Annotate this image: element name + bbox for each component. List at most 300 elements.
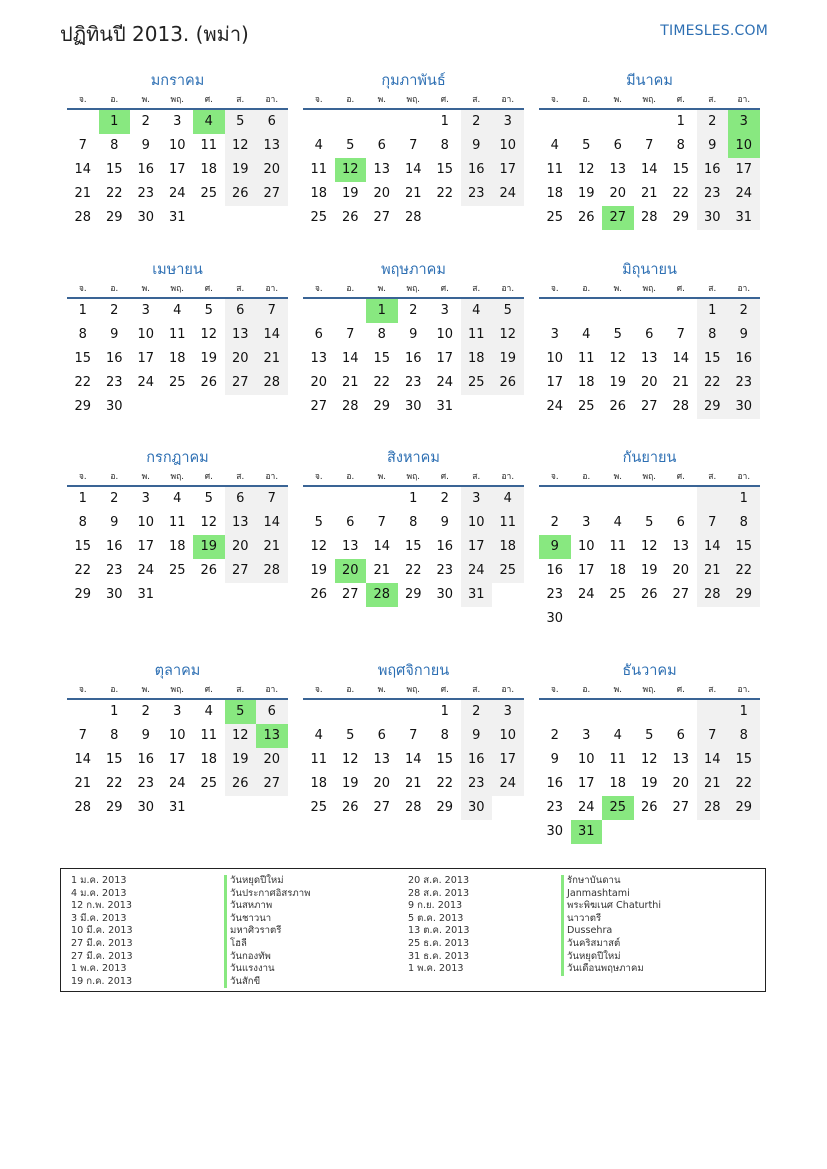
day-cell: 19 [225,158,257,182]
day-cell: 21 [74,186,92,201]
legend-names-1 [224,875,310,988]
day-cell: 10 [728,134,760,158]
day-cell: 17 [168,752,186,767]
empty-cell [398,700,430,724]
day-cell: 13 [672,752,690,767]
day-cell: 19 [492,347,524,371]
day-cell: 8 [78,327,87,342]
day-cell: 6 [256,700,288,724]
legend-date: 3 มี.ค. 2013 [71,912,127,924]
day-cell: 2 [110,491,119,506]
day-cell: 6 [377,138,386,153]
day-cell: 5 [645,515,654,530]
month-calendar [539,70,760,230]
weekday-label: อา. [501,95,515,105]
legend-holiday-name: วันกองทัพ [224,951,310,964]
day-cell: 8 [728,724,760,748]
day-cell: 6 [613,138,622,153]
weekday-label: จ. [550,284,559,294]
day-cell: 1 [440,114,449,129]
weekday-label: อ. [582,472,591,482]
legend-holiday-name: Dussehra [561,925,661,938]
legend-holiday-name: วันสักขี [224,976,310,989]
weekday-label: พฤ. [170,472,184,482]
day-cell: 19 [609,375,627,390]
day-cell: 12 [200,327,218,342]
day-cell: 29 [697,395,729,419]
day-cell: 12 [335,158,367,182]
weekday-label: ส. [472,95,481,105]
weekday-label: พฤ. [170,284,184,294]
day-cell: 23 [105,375,123,390]
day-grid [539,110,760,230]
weekday-label: จ. [550,95,559,105]
legend-date: 28 ส.ค. 2013 [408,887,470,899]
day-cell: 8 [697,323,729,347]
weekday-label: อา. [265,685,279,695]
day-cell: 27 [373,210,391,225]
day-cell: 26 [609,399,627,414]
day-cell: 15 [373,351,391,366]
legend-holiday-name: วันประกาศอิสรภาพ [224,888,310,901]
day-cell: 19 [577,186,595,201]
day-cell: 26 [225,182,257,206]
day-cell: 8 [409,515,418,530]
day-cell: 18 [200,752,218,767]
day-cell: 28 [672,399,690,414]
weekday-label: จ. [550,472,559,482]
day-cell: 20 [256,748,288,772]
weekday-label: ศ. [440,685,449,695]
legend-holiday-name: วันเดือนพฤษภาคม [561,963,661,976]
day-cell: 7 [78,138,87,153]
weekday-label: ส. [236,472,245,482]
day-cell: 17 [492,748,524,772]
day-cell: 9 [409,327,418,342]
day-cell: 6 [645,327,654,342]
day-cell: 24 [168,186,186,201]
day-cell: 16 [728,347,760,371]
day-cell: 17 [728,158,760,182]
day-cell: 14 [256,511,288,535]
day-cell: 23 [546,587,564,602]
empty-cell [571,487,603,511]
day-cell: 23 [546,800,564,815]
day-cell: 10 [436,327,454,342]
month-calendar [539,447,760,631]
day-cell: 31 [461,583,493,607]
day-cell: 14 [74,752,92,767]
day-cell: 11 [168,515,186,530]
day-cell: 9 [110,327,119,342]
day-cell: 3 [582,515,591,530]
day-cell: 27 [256,182,288,206]
day-cell: 2 [141,114,150,129]
day-cell: 18 [200,162,218,177]
day-cell: 28 [404,210,422,225]
day-cell: 1 [676,114,685,129]
weekday-label: ส. [472,472,481,482]
day-cell: 12 [225,134,257,158]
legend-holiday-name: พระพิฆเนศ Chaturthi [561,900,661,913]
day-cell: 24 [137,375,155,390]
day-cell: 27 [256,772,288,796]
legend-names-2 [561,875,661,976]
day-cell: 23 [436,563,454,578]
day-cell: 8 [377,327,386,342]
day-cell: 4 [582,327,591,342]
day-cell: 1 [99,110,131,134]
day-cell: 17 [436,351,454,366]
day-cell: 2 [461,110,493,134]
day-cell: 24 [577,800,595,815]
weekday-label: อา. [737,472,751,482]
day-cell: 3 [141,491,150,506]
weekday-header [539,682,760,700]
day-cell: 4 [613,728,622,743]
day-cell: 5 [582,138,591,153]
day-cell: 31 [728,206,760,230]
day-cell: 22 [404,563,422,578]
day-cell: 11 [609,752,627,767]
day-cell: 28 [74,800,92,815]
day-cell: 10 [577,752,595,767]
day-cell: 25 [310,800,328,815]
day-cell: 21 [640,186,658,201]
day-grid [539,487,760,631]
day-cell: 25 [609,587,627,602]
day-cell: 2 [440,491,449,506]
day-cell: 11 [577,351,595,366]
day-cell: 1 [78,491,87,506]
day-cell: 18 [609,776,627,791]
legend-date: 31 ธ.ค. 2013 [408,950,470,962]
weekday-header [67,682,288,700]
day-cell: 12 [577,162,595,177]
month-calendar [67,259,288,419]
weekday-label: พฤ. [642,284,656,294]
legend-date: 12 ก.พ. 2013 [71,900,132,912]
day-cell: 28 [341,399,359,414]
day-cell: 30 [546,824,564,839]
day-grid [303,700,524,820]
day-cell: 21 [672,375,690,390]
legend-holiday-name: Janmashtami [561,888,661,901]
day-cell: 25 [602,796,634,820]
legend-date: 20 ส.ค. 2013 [408,875,470,886]
day-cell: 9 [461,724,493,748]
legend-holiday-name: วันคริสมาสต์ [561,938,661,951]
day-cell: 14 [373,539,391,554]
day-cell: 27 [341,587,359,602]
month-name: กรกฎาคม [146,450,209,466]
day-cell: 29 [74,399,92,414]
day-cell: 20 [373,776,391,791]
day-cell: 9 [141,138,150,153]
day-cell: 9 [697,134,729,158]
day-cell: 12 [225,724,257,748]
day-cell: 10 [137,515,155,530]
day-cell: 16 [105,351,123,366]
day-cell: 1 [697,299,729,323]
month-calendar [67,660,288,820]
weekday-label: ส. [472,685,481,695]
legend-dates-1 [71,875,133,988]
day-cell: 5 [613,327,622,342]
empty-cell [539,487,571,511]
day-cell: 13 [373,162,391,177]
weekday-label: พ. [613,472,622,482]
day-cell: 22 [672,186,690,201]
day-cell: 29 [105,210,123,225]
day-cell: 25 [200,776,218,791]
empty-cell [602,110,634,134]
day-cell: 10 [546,351,564,366]
empty-cell [697,700,729,724]
day-cell: 19 [193,535,225,559]
weekday-label: อ. [582,284,591,294]
day-cell: 3 [582,728,591,743]
weekday-label: จ. [314,685,323,695]
day-cell: 31 [168,800,186,815]
day-cell: 25 [546,210,564,225]
day-cell: 29 [728,583,760,607]
day-cell: 25 [492,559,524,583]
legend-date: 13 ต.ค. 2013 [408,925,470,937]
day-cell: 11 [461,323,493,347]
day-cell: 22 [436,776,454,791]
day-cell: 14 [404,752,422,767]
empty-cell [539,700,571,724]
day-cell: 9 [440,515,449,530]
day-cell: 16 [137,162,155,177]
day-cell: 1 [110,704,119,719]
day-cell: 11 [546,162,564,177]
weekday-label: พฤ. [406,284,420,294]
day-cell: 1 [440,704,449,719]
day-cell: 26 [577,210,595,225]
empty-cell [335,487,367,511]
day-cell: 12 [492,323,524,347]
day-cell: 20 [640,375,658,390]
day-cell: 25 [310,210,328,225]
day-cell: 13 [373,752,391,767]
day-cell: 3 [141,303,150,318]
day-cell: 15 [436,752,454,767]
weekday-label: พ. [377,284,386,294]
day-cell: 28 [697,583,729,607]
weekday-label: อ. [110,472,119,482]
day-cell: 9 [461,134,493,158]
day-cell: 23 [697,182,729,206]
day-cell: 7 [409,138,418,153]
day-cell: 20 [335,559,367,583]
empty-cell [571,299,603,323]
day-grid [539,299,760,419]
day-cell: 21 [697,772,729,796]
day-cell: 22 [74,563,92,578]
day-cell: 12 [609,351,627,366]
day-cell: 8 [440,138,449,153]
day-cell: 13 [225,511,257,535]
empty-cell [634,110,666,134]
weekday-label: พ. [141,472,150,482]
weekday-label: พฤ. [406,472,420,482]
day-cell: 18 [461,347,493,371]
day-cell: 16 [697,158,729,182]
weekday-label: ส. [236,95,245,105]
month-name: กุมภาพันธ์ [381,73,446,89]
day-cell: 16 [404,351,422,366]
month-calendar [303,447,524,607]
legend-date: 5 ต.ค. 2013 [408,912,464,924]
legend-dates-2 [408,875,469,976]
day-cell: 5 [346,728,355,743]
day-cell: 20 [310,375,328,390]
day-cell: 27 [672,800,690,815]
day-cell: 4 [173,303,182,318]
legend-date: 9 ก.ย. 2013 [408,900,463,912]
day-cell: 7 [645,138,654,153]
day-cell: 17 [137,351,155,366]
day-cell: 26 [310,587,328,602]
day-cell: 21 [74,776,92,791]
weekday-label: ศ. [440,472,449,482]
empty-cell [335,299,367,323]
empty-cell [303,487,335,511]
day-cell: 28 [366,583,398,607]
month-name: พฤษภาคม [381,262,446,278]
day-cell: 29 [105,800,123,815]
day-cell: 28 [256,371,288,395]
day-cell: 8 [110,728,119,743]
day-grid [303,487,524,607]
day-grid [67,487,288,607]
day-cell: 15 [728,748,760,772]
day-cell: 20 [672,563,690,578]
weekday-label: พ. [613,685,622,695]
empty-cell [571,700,603,724]
day-cell: 11 [200,728,218,743]
day-cell: 6 [256,110,288,134]
weekday-header [539,92,760,110]
day-cell: 29 [74,587,92,602]
day-cell: 21 [256,535,288,559]
day-grid [67,299,288,419]
day-cell: 3 [492,700,524,724]
brand-link[interactable]: TIMESLES.COM [660,23,768,39]
empty-cell [602,487,634,511]
day-cell: 18 [310,186,328,201]
empty-cell [602,299,634,323]
weekday-label: อ. [582,685,591,695]
day-cell: 20 [225,535,257,559]
weekday-label: จ. [314,284,323,294]
day-cell: 18 [492,535,524,559]
day-cell: 13 [310,351,328,366]
day-cell: 13 [609,162,627,177]
day-cell: 5 [204,491,213,506]
day-cell: 11 [310,752,328,767]
day-cell: 28 [697,796,729,820]
day-cell: 2 [461,700,493,724]
weekday-header [67,92,288,110]
day-cell: 16 [546,776,564,791]
day-cell: 13 [256,134,288,158]
day-cell: 14 [404,162,422,177]
day-cell: 10 [577,539,595,554]
day-cell: 7 [697,724,729,748]
weekday-label: อ. [346,472,355,482]
month-name: ตุลาคม [154,663,201,679]
weekday-label: ศ. [440,284,449,294]
empty-cell [571,110,603,134]
day-cell: 27 [640,399,658,414]
empty-cell [665,487,697,511]
day-cell: 18 [310,776,328,791]
empty-cell [539,110,571,134]
weekday-label: ศ. [676,472,685,482]
legend-date: 10 มี.ค. 2013 [71,925,133,937]
day-cell: 18 [609,563,627,578]
day-cell: 10 [492,724,524,748]
day-cell: 14 [640,162,658,177]
weekday-label: ศ. [204,472,213,482]
day-cell: 15 [74,539,92,554]
empty-cell [366,110,398,134]
legend-holiday-name: วันหยุดปีใหม่ [561,951,661,964]
day-cell: 15 [404,539,422,554]
month-calendar [303,660,524,820]
day-cell: 15 [105,162,123,177]
day-cell: 16 [137,752,155,767]
day-cell: 8 [676,138,685,153]
weekday-label: ศ. [204,284,213,294]
weekday-label: พ. [141,685,150,695]
day-cell: 14 [672,351,690,366]
day-cell: 22 [105,776,123,791]
day-cell: 15 [728,535,760,559]
legend-holiday-name: วันสหภาพ [224,900,310,913]
day-cell: 26 [200,563,218,578]
weekday-label: ศ. [676,284,685,294]
day-cell: 30 [728,395,760,419]
day-grid [303,110,524,230]
weekday-label: ศ. [676,95,685,105]
weekday-label: ส. [708,95,717,105]
weekday-label: อา. [501,685,515,695]
day-cell: 29 [373,399,391,414]
empty-cell [634,700,666,724]
weekday-label: อ. [346,685,355,695]
day-cell: 8 [728,511,760,535]
day-cell: 28 [74,210,92,225]
empty-cell [366,700,398,724]
weekday-label: จ. [78,95,87,105]
day-cell: 3 [550,327,559,342]
weekday-label: จ. [314,472,323,482]
day-cell: 3 [492,110,524,134]
day-cell: 15 [697,347,729,371]
day-cell: 24 [492,772,524,796]
empty-cell [335,700,367,724]
day-cell: 13 [640,351,658,366]
weekday-label: อ. [346,284,355,294]
day-cell: 5 [346,138,355,153]
day-cell: 22 [105,186,123,201]
weekday-label: ศ. [204,95,213,105]
day-cell: 5 [225,700,257,724]
